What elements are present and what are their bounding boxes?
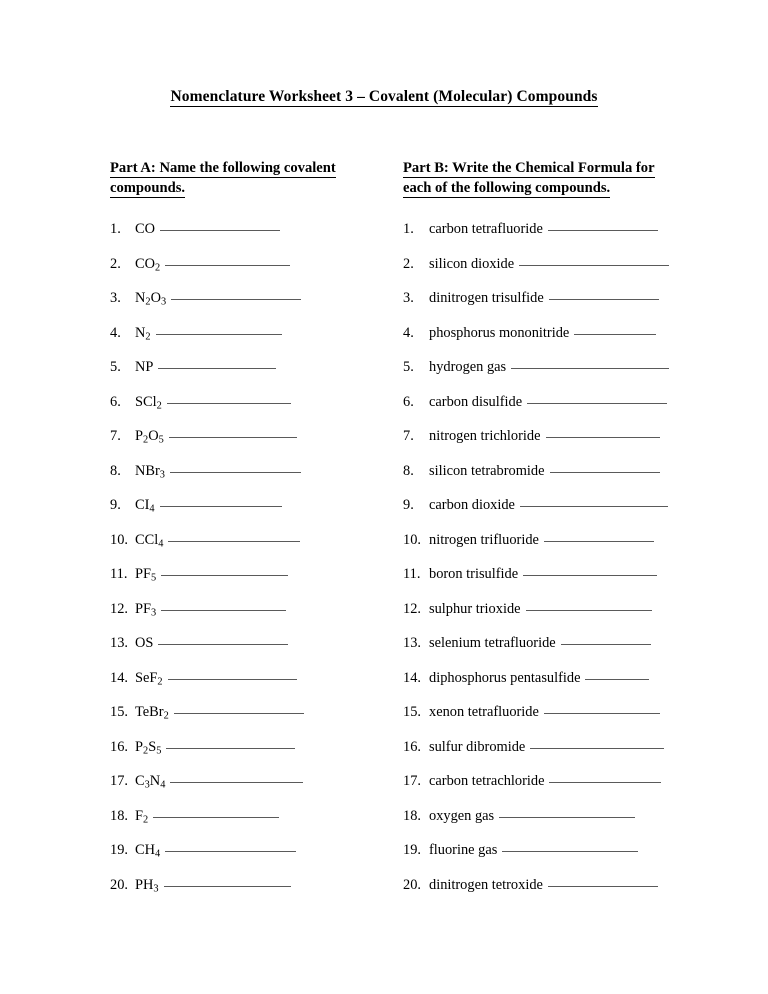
part-a-heading-text: Part A: Name the following covalent compounds. [110, 160, 336, 196]
page-title-text: Nomenclature Worksheet 3 – Covalent (Molecular) Compounds [170, 88, 598, 105]
item-number: 20. [403, 876, 421, 893]
answer-blank[interactable] [168, 541, 300, 542]
list-item [110, 428, 304, 463]
chemical-formula: NP [135, 359, 154, 375]
item-number: 1. [403, 221, 414, 237]
answer-blank[interactable] [170, 782, 303, 783]
answer-blank[interactable] [520, 506, 668, 507]
list-item [110, 532, 304, 567]
part-b-item-list [403, 221, 669, 911]
chemical-formula: $N_2O_3$ [135, 290, 167, 308]
chemical-formula: TeBr$_2$ [135, 704, 169, 722]
compound-name: hydrogen gas [429, 359, 507, 375]
compound-name: carbon disulfide [429, 393, 523, 410]
compound-name: dinitrogen trisulfide [429, 290, 544, 306]
item-number: 9. [110, 497, 121, 513]
list-item [403, 601, 669, 636]
compound-name: xenon tetrafluoride [429, 704, 539, 720]
list-item [110, 877, 304, 912]
list-item [110, 670, 304, 705]
chemical-formula: $CH_4$ [135, 842, 161, 860]
list-item [110, 773, 304, 808]
list-item [110, 566, 304, 601]
answer-blank[interactable] [166, 748, 295, 749]
item-number: 6. [110, 393, 121, 410]
item-number: 7. [403, 428, 414, 444]
chemical-formula: SCl$_2$ [135, 393, 162, 411]
answer-blank[interactable] [156, 334, 282, 335]
answer-blank[interactable] [161, 575, 288, 576]
chemical-formula: CCl$_4$ [135, 531, 164, 549]
item-number: 14. [110, 669, 128, 686]
compound-name: silicon tetrabromide [429, 462, 545, 479]
answer-blank[interactable] [158, 368, 276, 369]
answer-blank[interactable] [544, 541, 654, 542]
list-item [110, 842, 304, 877]
item-number: 18. [403, 807, 421, 824]
answer-blank[interactable] [160, 230, 280, 231]
answer-blank[interactable] [523, 575, 657, 576]
item-number: 18. [110, 807, 128, 824]
chemical-formula: $P_2O_5$ [135, 428, 164, 446]
part-b-column [403, 158, 665, 893]
chemical-formula: $C_3N_4$ [135, 773, 166, 791]
item-number: 1. [110, 221, 121, 237]
item-number: 10. [110, 531, 128, 548]
list-item [403, 325, 669, 360]
list-item [403, 566, 669, 601]
item-number: 16. [110, 738, 128, 755]
list-item [403, 394, 669, 429]
compound-name: oxygen gas [429, 807, 495, 824]
answer-blank[interactable] [527, 403, 667, 404]
answer-blank[interactable] [548, 886, 658, 887]
list-item [403, 497, 669, 532]
answer-blank[interactable] [168, 679, 297, 680]
item-number: 19. [110, 842, 128, 858]
compound-name: phosphorus mononitride [429, 324, 570, 341]
list-item [110, 359, 304, 394]
answer-blank[interactable] [549, 782, 661, 783]
list-item [110, 325, 304, 360]
item-number: 16. [403, 738, 421, 755]
list-item [403, 221, 669, 256]
compound-name: nitrogen trichloride [429, 428, 541, 444]
answer-blank[interactable] [499, 817, 635, 818]
list-item [403, 256, 669, 291]
item-number: 10. [403, 531, 421, 548]
list-item [403, 463, 669, 498]
answer-blank[interactable] [161, 610, 286, 611]
list-item [403, 842, 669, 877]
compound-name: silicon dioxide [429, 255, 515, 272]
list-item [403, 359, 669, 394]
item-number: 11. [110, 566, 128, 582]
list-item [403, 773, 669, 808]
item-number: 9. [403, 497, 414, 513]
answer-blank[interactable] [158, 644, 288, 645]
chemical-formula: $PF_5$ [135, 566, 157, 584]
chemical-formula: CO [135, 221, 155, 237]
list-item [403, 877, 669, 912]
compound-name: boron trisulfide [429, 566, 519, 582]
item-number: 7. [110, 428, 121, 444]
item-number: 8. [110, 462, 121, 479]
answer-blank[interactable] [519, 265, 669, 266]
item-number: 4. [110, 324, 121, 341]
list-item [110, 601, 304, 636]
compound-name: carbon tetrachloride [429, 773, 545, 789]
item-number: 12. [110, 600, 128, 617]
part-b-heading-text: Part B: Write the Chemical Formula for each of the following compounds. [403, 160, 655, 196]
item-number: 15. [110, 704, 128, 720]
compound-name: fluorine gas [429, 842, 498, 858]
answer-blank[interactable] [167, 403, 291, 404]
item-number: 3. [110, 290, 121, 306]
list-item [403, 290, 669, 325]
item-number: 15. [403, 704, 421, 720]
item-number: 12. [403, 600, 421, 617]
item-number: 20. [110, 876, 128, 893]
list-item [403, 428, 669, 463]
part-a-item-list [110, 221, 304, 911]
part-a-column [110, 158, 375, 894]
chemical-formula: $CO_2$ [135, 255, 161, 273]
list-item [110, 704, 304, 739]
item-number: 5. [110, 359, 121, 375]
part-b-heading [403, 158, 665, 198]
item-number: 6. [403, 393, 414, 410]
answer-blank[interactable] [548, 230, 658, 231]
list-item [403, 532, 669, 567]
list-item [110, 394, 304, 429]
answer-blank[interactable] [165, 265, 290, 266]
item-number: 8. [403, 462, 414, 479]
list-item [110, 739, 304, 774]
item-number: 5. [403, 359, 414, 375]
answer-blank[interactable] [171, 299, 301, 300]
list-item [403, 739, 669, 774]
chemical-formula: $P_2S_5$ [135, 738, 162, 756]
list-item [110, 808, 304, 843]
item-number: 17. [403, 773, 421, 789]
answer-blank[interactable] [174, 713, 304, 714]
compound-name: selenium tetrafluoride [429, 635, 556, 651]
item-number: 2. [110, 255, 121, 272]
chemical-formula: $PH_3$ [135, 876, 159, 894]
chemical-formula: NBr$_3$ [135, 462, 165, 480]
item-number: 19. [403, 842, 421, 858]
answer-blank[interactable] [561, 644, 651, 645]
chemical-formula: $CI_4$ [135, 497, 155, 515]
compound-name: carbon dioxide [429, 497, 515, 513]
compound-name: diphosphorus pentasulfide [429, 669, 581, 686]
answer-blank[interactable] [169, 437, 297, 438]
item-number: 4. [403, 324, 414, 341]
answer-blank[interactable] [549, 299, 659, 300]
list-item [403, 670, 669, 705]
list-item [403, 704, 669, 739]
item-number: 17. [110, 773, 128, 789]
item-number: 11. [403, 566, 421, 582]
list-item [110, 463, 304, 498]
item-number: 2. [403, 255, 414, 272]
list-item [110, 635, 304, 670]
list-item [110, 221, 304, 256]
chemical-formula: $N_2$ [135, 324, 151, 342]
answer-blank[interactable] [544, 713, 660, 714]
list-item [110, 290, 304, 325]
compound-name: nitrogen trifluoride [429, 531, 539, 548]
compound-name: carbon tetrafluoride [429, 221, 543, 237]
list-item [403, 808, 669, 843]
list-item [110, 256, 304, 291]
chemical-formula: OS [135, 635, 154, 651]
answer-blank[interactable] [164, 886, 291, 887]
item-number: 13. [110, 635, 128, 651]
part-a-heading [110, 158, 375, 198]
item-number: 14. [403, 669, 421, 686]
answer-blank[interactable] [574, 334, 656, 335]
list-item [403, 635, 669, 670]
compound-name: sulphur trioxide [429, 600, 521, 617]
compound-name: dinitrogen tetroxide [429, 876, 543, 893]
answer-blank[interactable] [165, 851, 296, 852]
compound-name: sulfur dibromide [429, 738, 526, 755]
answer-blank[interactable] [550, 472, 660, 473]
answer-blank[interactable] [511, 368, 669, 369]
answer-blank[interactable] [585, 679, 649, 680]
chemical-formula: $F_2$ [135, 807, 149, 825]
chemical-formula: $PF_3$ [135, 600, 157, 618]
answer-blank[interactable] [530, 748, 664, 749]
list-item [110, 497, 304, 532]
item-number: 3. [403, 290, 414, 306]
answer-blank[interactable] [170, 472, 301, 473]
answer-blank[interactable] [526, 610, 652, 611]
answer-blank[interactable] [160, 506, 282, 507]
answer-blank[interactable] [153, 817, 279, 818]
item-number: 13. [403, 635, 421, 651]
page-title [0, 88, 768, 106]
answer-blank[interactable] [546, 437, 660, 438]
answer-blank[interactable] [502, 851, 638, 852]
chemical-formula: SeF$_2$ [135, 669, 163, 687]
